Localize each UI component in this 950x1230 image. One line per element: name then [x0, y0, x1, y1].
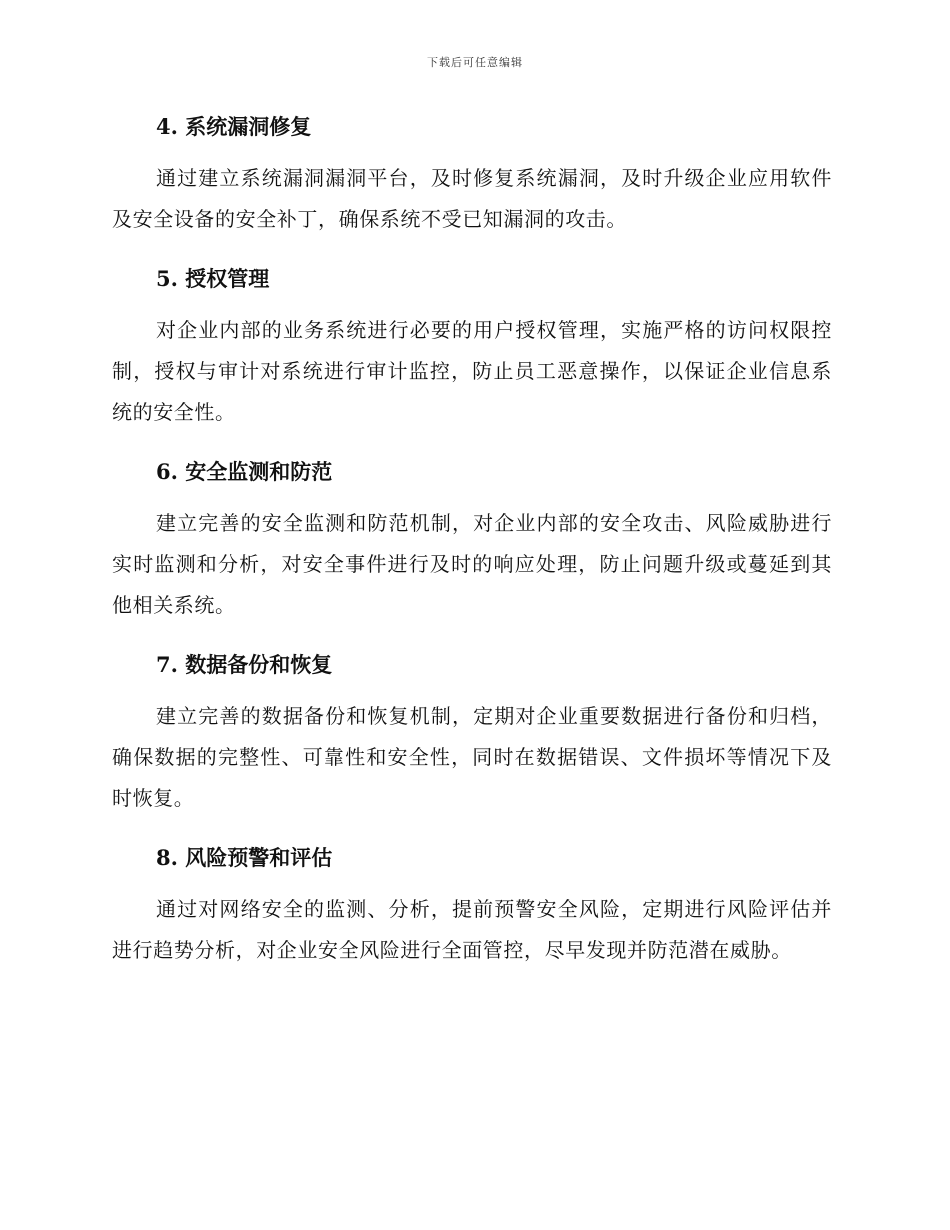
- section-authorization-management: [112, 260, 832, 433]
- section-paragraph: 对企业内部的业务系统进行必要的用户授权管理，实施严格的访问权限控制，授权与审计对系统进行审计监控，防止员工恶意操作，以保证企业信息系统的安全性。: [112, 318, 832, 424]
- section-heading: 8. 风险预警和评估: [156, 845, 333, 870]
- section-heading: 6. 安全监测和防范: [156, 459, 333, 484]
- section-heading: 7. 数据备份和恢复: [156, 652, 333, 677]
- page-header: 下载后可任意编辑: [427, 56, 523, 69]
- section-risk-warning-assessment: [112, 839, 832, 971]
- section-paragraph: 通过对网络安全的监测、分析，提前预警安全风险，定期进行风险评估并进行趋势分析，对企业安全风险进行全面管控，尽早发现并防范潜在威胁。: [112, 897, 832, 962]
- section-paragraph: 通过建立系统漏洞漏洞平台，及时修复系统漏洞，及时升级企业应用软件及安全设备的安全补丁，确保系统不受已知漏洞的攻击。: [112, 166, 832, 231]
- section-security-monitoring: [112, 453, 832, 626]
- section-heading: 5. 授权管理: [156, 266, 270, 291]
- section-paragraph: 建立完善的数据备份和恢复机制，定期对企业重要数据进行备份和归档，确保数据的完整性、可靠性和安全性，同时在数据错误、文件损坏等情况下及时恢复。: [112, 704, 832, 810]
- section-paragraph: 建立完善的安全监测和防范机制，对企业内部的安全攻击、风险威胁进行实时监测和分析，对安全事件进行及时的响应处理，防止问题升级或蔓延到其他相关系统。: [112, 511, 832, 617]
- section-heading: 4. 系统漏洞修复: [156, 114, 312, 139]
- section-data-backup-recovery: [112, 646, 832, 819]
- section-system-vulnerability-fix: [112, 108, 832, 240]
- document-body: [112, 108, 832, 991]
